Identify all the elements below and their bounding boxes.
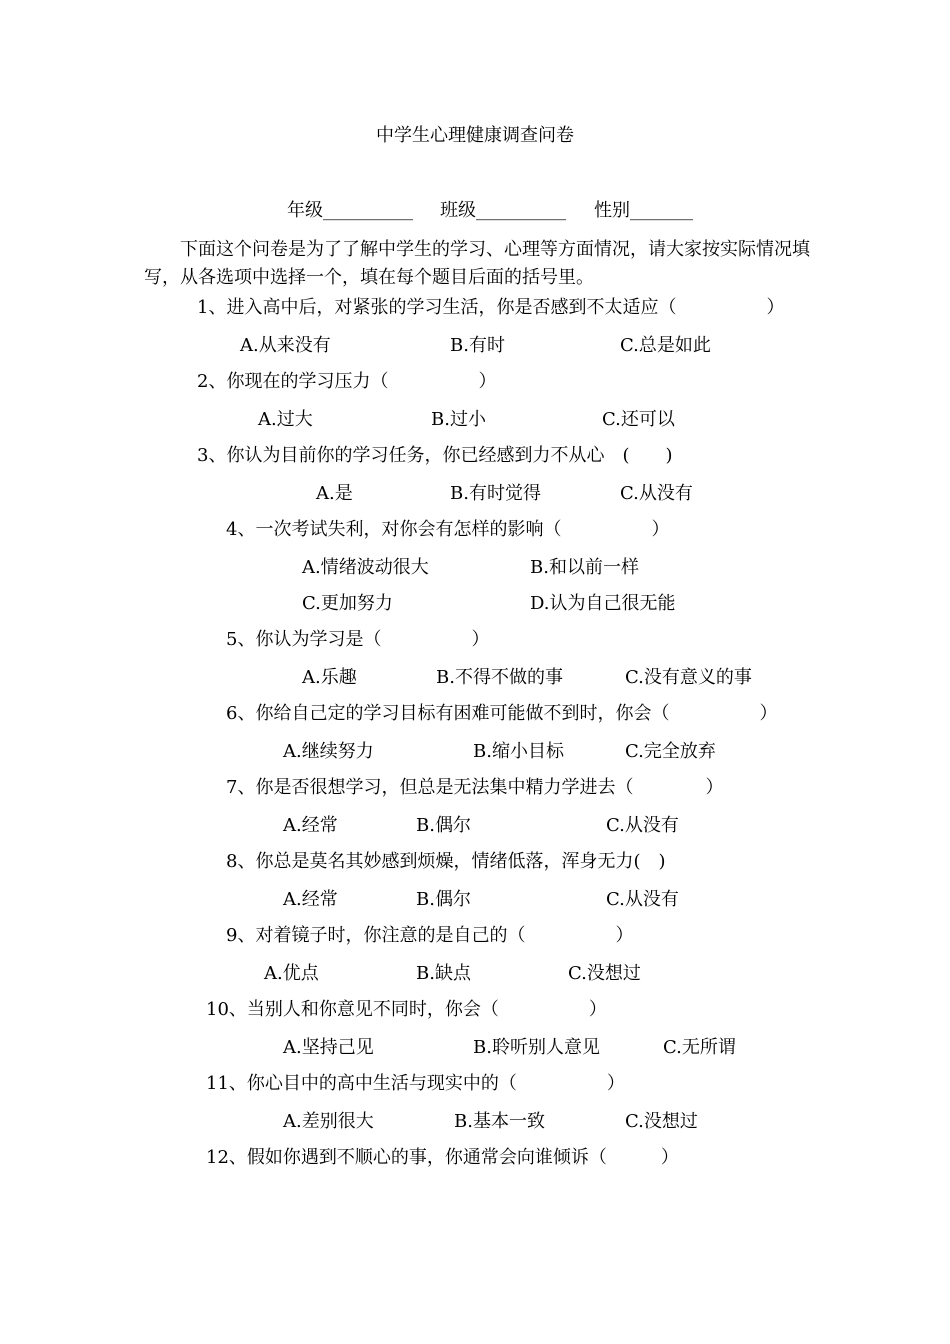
intro-paragraph: 下面这个问卷是为了了解中学生的学习、心理等方面情况，请大家按实际情况填写，从各选项中选择一个，填在每个题目后面的括号里。 bbox=[144, 239, 810, 288]
option[interactable]: B.过小 bbox=[431, 409, 486, 430]
option[interactable]: A.差别很大 bbox=[283, 1111, 374, 1132]
option[interactable]: A.坚持己见 bbox=[283, 1037, 374, 1058]
question-text: 8、你总是莫名其妙感到烦燥，情绪低落，浑身无力( ) bbox=[226, 851, 666, 872]
question-text: 12、假如你遇到不顺心的事，你通常会向谁倾诉（ ） bbox=[206, 1147, 679, 1168]
question-text: 9、对着镜子时，你注意的是自己的（ ） bbox=[226, 925, 634, 946]
option[interactable]: A.继续努力 bbox=[283, 741, 374, 762]
option[interactable]: A.从来没有 bbox=[240, 335, 331, 356]
question-text: 2、你现在的学习压力（ ） bbox=[197, 371, 497, 392]
question-text: 1、进入高中后，对紧张的学习生活，你是否感到不太适应（ ） bbox=[197, 297, 785, 318]
option[interactable]: B.聆听别人意见 bbox=[473, 1037, 600, 1058]
grade-field[interactable]: 年级__________ bbox=[287, 200, 413, 221]
option[interactable]: C.从没有 bbox=[620, 483, 693, 504]
gender-field[interactable]: 性别_______ bbox=[594, 200, 693, 221]
option[interactable]: C.没想过 bbox=[568, 963, 641, 984]
option[interactable]: A.优点 bbox=[264, 963, 319, 984]
option[interactable]: B.不得不做的事 bbox=[436, 667, 563, 688]
option[interactable]: C.没有意义的事 bbox=[625, 667, 752, 688]
question-text: 6、你给自己定的学习目标有困难可能做不到时，你会（ ） bbox=[226, 703, 778, 724]
question-text: 4、一次考试失利，对你会有怎样的影响（ ） bbox=[226, 519, 670, 540]
question-text: 7、你是否很想学习，但总是无法集中精力学进去（ ） bbox=[226, 777, 724, 798]
option[interactable]: D.认为自己很无能 bbox=[530, 593, 676, 614]
question-text: 10、当别人和你意见不同时，你会（ ） bbox=[206, 999, 607, 1020]
option[interactable]: C.还可以 bbox=[602, 409, 675, 430]
option[interactable]: C.完全放弃 bbox=[625, 741, 716, 762]
option[interactable]: C.无所谓 bbox=[663, 1037, 736, 1058]
option[interactable]: B.偶尔 bbox=[416, 815, 471, 836]
option[interactable]: A.乐趣 bbox=[302, 667, 357, 688]
option[interactable]: B.和以前一样 bbox=[530, 557, 639, 578]
option[interactable]: B.有时觉得 bbox=[450, 483, 541, 504]
option[interactable]: A.经常 bbox=[283, 889, 338, 910]
option[interactable]: C.没想过 bbox=[625, 1111, 698, 1132]
class-field[interactable]: 班级__________ bbox=[440, 200, 566, 221]
page-title: 中学生心理健康调查问卷 bbox=[376, 125, 574, 146]
option[interactable]: A.经常 bbox=[283, 815, 338, 836]
option[interactable]: C.更加努力 bbox=[302, 593, 393, 614]
option[interactable]: C.总是如此 bbox=[620, 335, 711, 356]
question-text: 5、你认为学习是（ ） bbox=[226, 629, 490, 650]
option[interactable]: B.缺点 bbox=[416, 963, 471, 984]
option[interactable]: A.过大 bbox=[258, 409, 313, 430]
option[interactable]: C.从没有 bbox=[606, 815, 679, 836]
option[interactable]: B.有时 bbox=[450, 335, 505, 356]
option[interactable]: B.缩小目标 bbox=[473, 741, 564, 762]
option[interactable]: A.是 bbox=[316, 483, 353, 504]
option[interactable]: B.基本一致 bbox=[454, 1111, 545, 1132]
question-text: 3、你认为目前你的学习任务，你已经感到力不从心 ( ) bbox=[197, 445, 673, 466]
option[interactable]: C.从没有 bbox=[606, 889, 679, 910]
question-text: 11、你心目中的高中生活与现实中的（ ） bbox=[206, 1073, 625, 1094]
option[interactable]: B.偶尔 bbox=[416, 889, 471, 910]
option[interactable]: A.情绪波动很大 bbox=[302, 557, 429, 578]
